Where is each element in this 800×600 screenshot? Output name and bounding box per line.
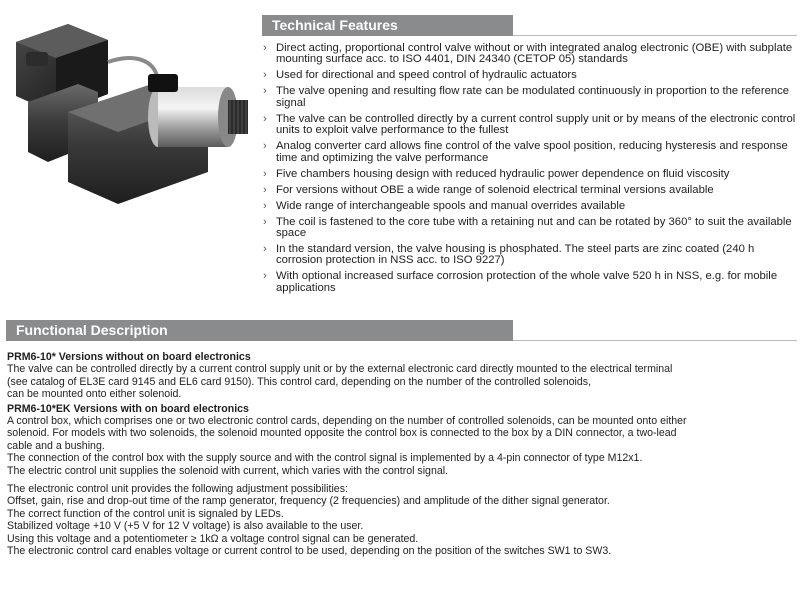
paragraph-line: Stabilized voltage +10 V (+5 V for 12 V voltage) is also available to the user. bbox=[7, 520, 364, 533]
paragraph-line: Offset, gain, rise and drop-out time of the ramp generator, frequency (2 frequencies) and amplitude of the dither signal generator. bbox=[7, 495, 610, 508]
paragraph-line: A control box, which comprises one or two electronic control cards, depending on the number of controlled solenoids, can be mounted onto either bbox=[7, 415, 687, 428]
paragraph-line: The electronic control unit provides the following adjustment possibilities: bbox=[7, 483, 348, 496]
feature-item: › Used for directional and speed control of hydraulic actuators bbox=[263, 69, 577, 82]
paragraph-line: cable and a bushing. bbox=[7, 439, 105, 452]
feature-item: › Direct acting, proportional control valve without or with integrated analog electronic (OBE) with subplate mounting surface acc. to ISO 4401, DIN 24340 (CETOP 05) standards bbox=[263, 42, 793, 66]
feature-item: › Analog converter card allows fine control of the valve spool position, reducing hysteresis and response time and optimizing the valve performance bbox=[263, 140, 788, 164]
feature-item: › The valve can be controlled directly by a current control supply unit or by means of the electronic control units to exploit valve performance to the fullest bbox=[263, 112, 796, 137]
feature-item: › Wide range of interchangeable spools and manual overrides available bbox=[263, 199, 626, 212]
chevron-right-icon: › bbox=[263, 270, 267, 283]
chevron-right-icon: › bbox=[263, 243, 267, 256]
paragraph-line: The electric control unit supplies the solenoid with current, which varies with the control signal. bbox=[7, 464, 449, 477]
paragraph-line: Using this voltage and a potentiometer ≥ 1kΩ a voltage control signal can be generated. bbox=[7, 532, 419, 545]
paragraph-line: solenoid. For models with two solenoids, the solenoid mounted opposite the control box is connected to the box by a DIN connector, a two-lead bbox=[7, 427, 677, 440]
paragraph-line: The correct function of the control unit is signaled by LEDs. bbox=[7, 507, 284, 520]
feature-item: › The coil is fastened to the core tube with a retaining nut and can be rotated by 360° to suit the available space bbox=[263, 215, 792, 240]
feature-item: › Five chambers housing design with reduced hydraulic power dependence on fluid viscosity bbox=[263, 167, 730, 180]
chevron-right-icon: › bbox=[263, 42, 267, 54]
section-rule bbox=[513, 35, 797, 36]
subsection-heading: PRM6-10*EK Versions with on board electronics bbox=[7, 402, 249, 415]
valve-product-image bbox=[8, 22, 256, 222]
feature-item: › For versions without OBE a wide range of solenoid electrical terminal versions available bbox=[263, 183, 714, 196]
paragraph-line: The connection of the control box with the supply source and with the control signal is implemented by a 4-pin connector of type M12x1. bbox=[7, 452, 643, 465]
functional-description-body bbox=[7, 351, 797, 558]
chevron-right-icon: › bbox=[263, 140, 267, 153]
chevron-right-icon: › bbox=[263, 199, 267, 212]
feature-item: › With optional increased surface corrosion protection of the whole valve 520 h in NSS, e.g. for mobile applications bbox=[263, 270, 778, 294]
technical-features-list bbox=[262, 43, 797, 299]
technical-features-header: Technical Features bbox=[262, 15, 513, 36]
section-rule bbox=[513, 340, 797, 341]
feature-item: › The valve opening and resulting flow rate can be modulated continuously in proportion to the reference signal bbox=[263, 85, 790, 109]
paragraph-line: The electronic control card enables voltage or current control to be used, depending on the position of the switches SW1 to SW3. bbox=[7, 545, 612, 558]
functional-description-header: Functional Description bbox=[6, 320, 513, 341]
feature-item: › In the standard version, the valve housing is phosphated. The steel parts are zinc coated (240 h corrosion protection in NSS acc. to ISO 9227) bbox=[263, 243, 755, 267]
chevron-right-icon: › bbox=[263, 167, 267, 180]
paragraph-line: (see catalog of EL3E card 9145 and EL6 card 9150). This control card, depending on the number of the controlled solenoids, bbox=[7, 375, 592, 388]
subsection-heading: PRM6-10* Versions without on board electronics bbox=[7, 351, 251, 363]
chevron-right-icon: › bbox=[263, 69, 267, 82]
chevron-right-icon: › bbox=[263, 215, 267, 228]
chevron-right-icon: › bbox=[263, 183, 267, 196]
paragraph-line: can be mounted onto either solenoid. bbox=[7, 388, 182, 401]
chevron-right-icon: › bbox=[263, 112, 267, 125]
chevron-right-icon: › bbox=[263, 85, 267, 98]
paragraph-line: The valve can be controlled directly by a current control supply unit or by the external electronic card directly mounted to the electrical terminal bbox=[7, 363, 673, 376]
